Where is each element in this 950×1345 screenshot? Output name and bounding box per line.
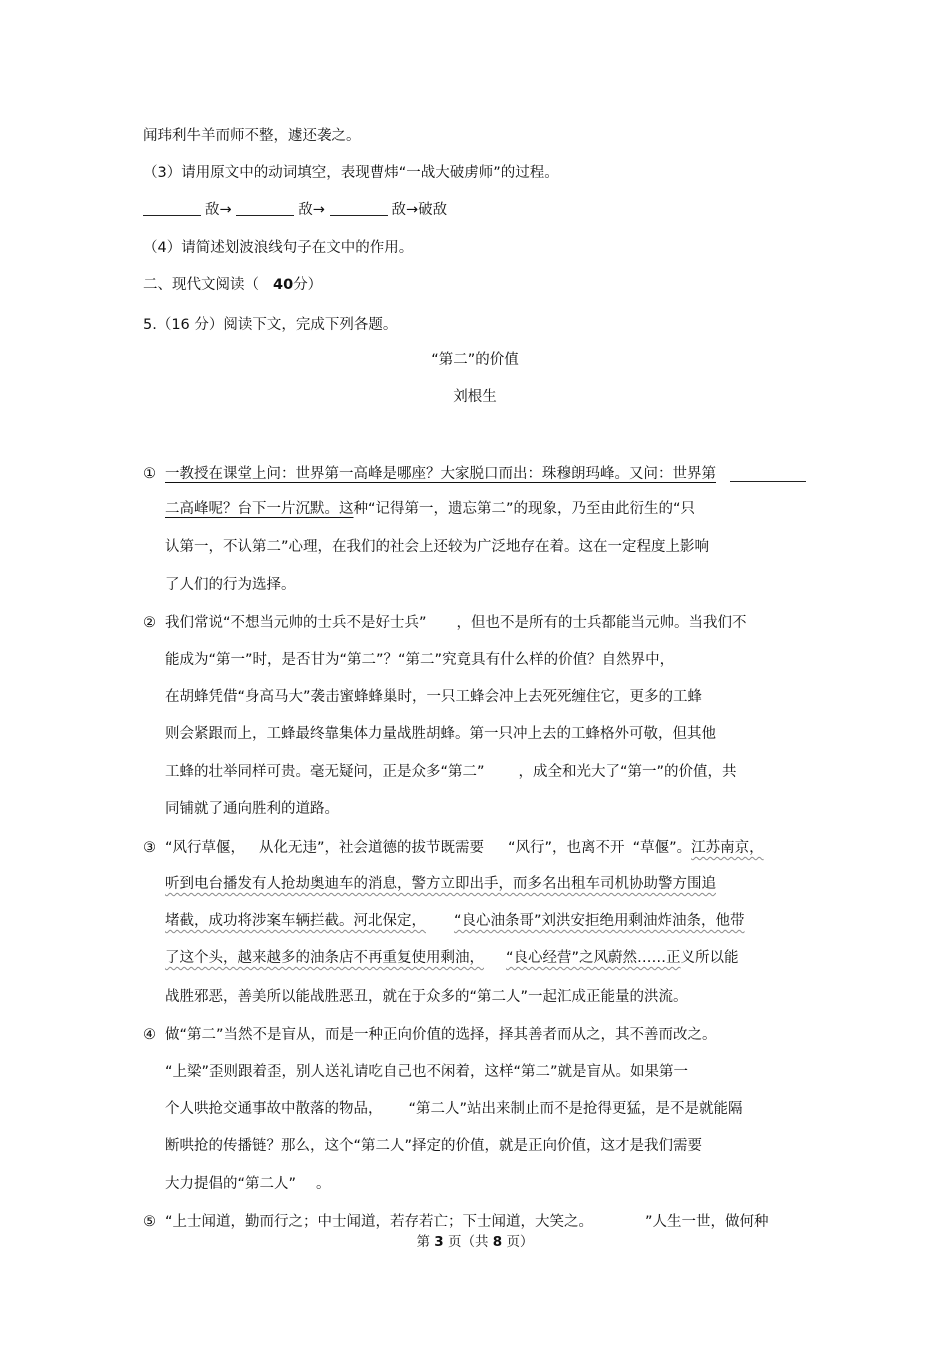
para-4-marker: ④ xyxy=(143,1027,156,1043)
q3-seg-1: 敌→ xyxy=(205,202,232,218)
para-4-line-3 xyxy=(165,1099,743,1119)
para-4-line-5a: 大力提倡的“第二人” xyxy=(165,1176,297,1192)
para-3-line-4a-wavy: 了这个头，越来越多的油条店不再重复使用剩油， xyxy=(165,950,484,966)
para-5-marker: ⑤ xyxy=(143,1214,156,1230)
para-3-line-1b: 从化无违”，社会道德的拔节既需要 xyxy=(259,840,485,856)
para-3-line-4 xyxy=(165,948,739,968)
para-3-line-1a: “风行草偃， xyxy=(165,840,246,856)
para-2-line-3: 在胡蜂凭借“身高马大”袭击蜜蜂蜂巢时，一只工蜂会冲上去死死缠住它，更多的工蜂 xyxy=(165,689,703,705)
para-3-line-5: 战胜邪恶，善美所以能战胜恶丑，就在于众多的“第二人”一起汇成正能量的洪流。 xyxy=(165,989,688,1005)
para-3-line-3a-wavy: 堵截，成功将涉案车辆拦截。河北保定， xyxy=(165,913,426,929)
para-3-line-1d: “草偃”。 xyxy=(632,840,692,856)
para-3-line-2-wavy: 听到电台播发有人抢劫奥迪车的消息，警方立即出手，而多名出租车司机协助警方围追 xyxy=(165,876,716,892)
q3-seg-2: 敌→ xyxy=(298,202,325,218)
q4-prompt: （4）请简述划波浪线句子在文中的作用。 xyxy=(143,240,414,256)
page-footer xyxy=(0,1232,950,1252)
para-2-line-5b: ，成全和光大了“第一”的价值，共 xyxy=(518,764,737,780)
para-2-line-1a: 我们常说“不想当元帅的士兵不是好士兵” xyxy=(165,615,427,631)
article-author: 刘根生 xyxy=(453,389,497,405)
para-2-line-5a: 工蜂的壮举同样可贵。毫无疑问，正是众多“第二” xyxy=(165,764,485,780)
para-4-line-2: “上梁”歪则跟着歪，别人送礼请吃自己也不闲着，这样“第二”就是盲从。如果第一 xyxy=(165,1064,689,1080)
q3-seg-3: 敌→破敌 xyxy=(391,202,448,218)
footer-total-pages: 8 xyxy=(492,1234,503,1250)
section-unit: 分） xyxy=(293,277,323,293)
para-1-line-3: 认第一，不认第二”心理，在我们的社会上还较为广泛地存在着。这在一定程度上影响 xyxy=(165,539,710,555)
para-3-line-4b-wavy: “良心经营”之风蔚然……正 xyxy=(506,950,681,966)
para-4-line-4: 断哄抢的传播链？那么，这个“第二人”择定的价值，就是正向价值，这才是我们需要 xyxy=(165,1138,703,1154)
para-1-line-1-text: 一教授在课堂上问：世界第一高峰是哪座？大家脱口而出：珠穆朗玛峰。又问：世界第 xyxy=(165,466,716,482)
q3-fill-row xyxy=(143,200,447,220)
para-1-line-2-rest: 种“记得第一，遗忘第二”的现象，乃至由此衍生的“只 xyxy=(353,501,696,517)
para-2-line-6: 同铺就了通向胜利的道路。 xyxy=(165,801,339,817)
para-1-marker: ① xyxy=(143,466,156,482)
q3-blank-3[interactable] xyxy=(330,201,388,216)
para-3-line-1c: “风行”，也离不开 xyxy=(508,840,625,856)
section-label: 二、现代文阅读（ xyxy=(143,277,259,293)
para-2-line-1 xyxy=(165,613,747,633)
para-2-line-5 xyxy=(165,762,737,782)
q3-blank-1[interactable] xyxy=(143,201,201,216)
para-3-marker: ③ xyxy=(143,840,156,856)
para-2-line-4: 则会紧跟而上，工蜂最终靠集体力量战胜胡蜂。第一只冲上去的工蜂格外可敬，但其他 xyxy=(165,726,716,742)
footer-page-number: 3 xyxy=(434,1234,444,1250)
para-4-line-3a: 个人哄抢交通事故中散落的物品， xyxy=(165,1101,383,1117)
para-3-line-2 xyxy=(165,874,716,894)
para-5-line-1 xyxy=(165,1212,769,1232)
para-1-line-2-underlined: 二高峰呢？台下一片沉默。这 xyxy=(165,501,354,517)
article-title: “第二”的价值 xyxy=(431,352,519,368)
q5-prefix: 5.（16 分）阅读下文，完成下列各题。 xyxy=(143,317,398,333)
footer-post: 页） xyxy=(506,1234,534,1250)
para-3-line-3 xyxy=(165,911,745,931)
section-score: 40 xyxy=(273,277,294,293)
para-3-line-1e-wavy: 江苏南京， xyxy=(691,840,764,856)
q3-blank-2[interactable] xyxy=(236,201,294,216)
para-4-line-5 xyxy=(165,1174,331,1194)
para-1-line-2 xyxy=(165,499,695,519)
footer-pre: 第 xyxy=(416,1234,430,1250)
para-3-line-4c: 义所以能 xyxy=(680,950,739,966)
para-5-line-1a: “上士闻道，勤而行之；中士闻道，若存若亡；下士闻道，大笑之。 xyxy=(165,1214,594,1230)
para-5-line-1b: ”人生一世，做何种 xyxy=(645,1214,769,1230)
para-2-line-1b: ，但也不是所有的士兵都能当元帅。当我们不 xyxy=(456,615,747,631)
para-4-line-5b: 。 xyxy=(316,1176,331,1192)
para-1-underline-tail xyxy=(730,481,806,482)
para-4-line-3b: “第二人”站出来制止而不是抢得更猛，是不是就能隔 xyxy=(408,1101,743,1117)
para-3-line-1 xyxy=(165,838,764,858)
para-1-line-4: 了人们的行为选择。 xyxy=(165,577,296,593)
q4-passage-tail: 闻玮利牛羊而师不整，遽还袭之。 xyxy=(143,128,361,144)
para-2-marker: ② xyxy=(143,615,156,631)
para-2-line-2: 能成为“第一”时，是否甘为“第二”？“第二”究竟具有什么样的价值？自然界中， xyxy=(165,652,675,668)
q3-prompt: （3）请用原文中的动词填空，表现曹炜“一战大破虏师”的过程。 xyxy=(143,165,559,181)
para-4-line-1: 做“第二”当然不是盲从，而是一种正向价值的选择，择其善者而从之，其不善而改之。 xyxy=(165,1027,717,1043)
footer-mid: 页（共 xyxy=(448,1234,489,1250)
section-heading xyxy=(143,275,322,295)
para-1-line-1 xyxy=(165,464,716,484)
para-3-line-3b-wavy: “良心油条哥”刘洪安拒绝用剩油炸油条，他带 xyxy=(454,913,745,929)
